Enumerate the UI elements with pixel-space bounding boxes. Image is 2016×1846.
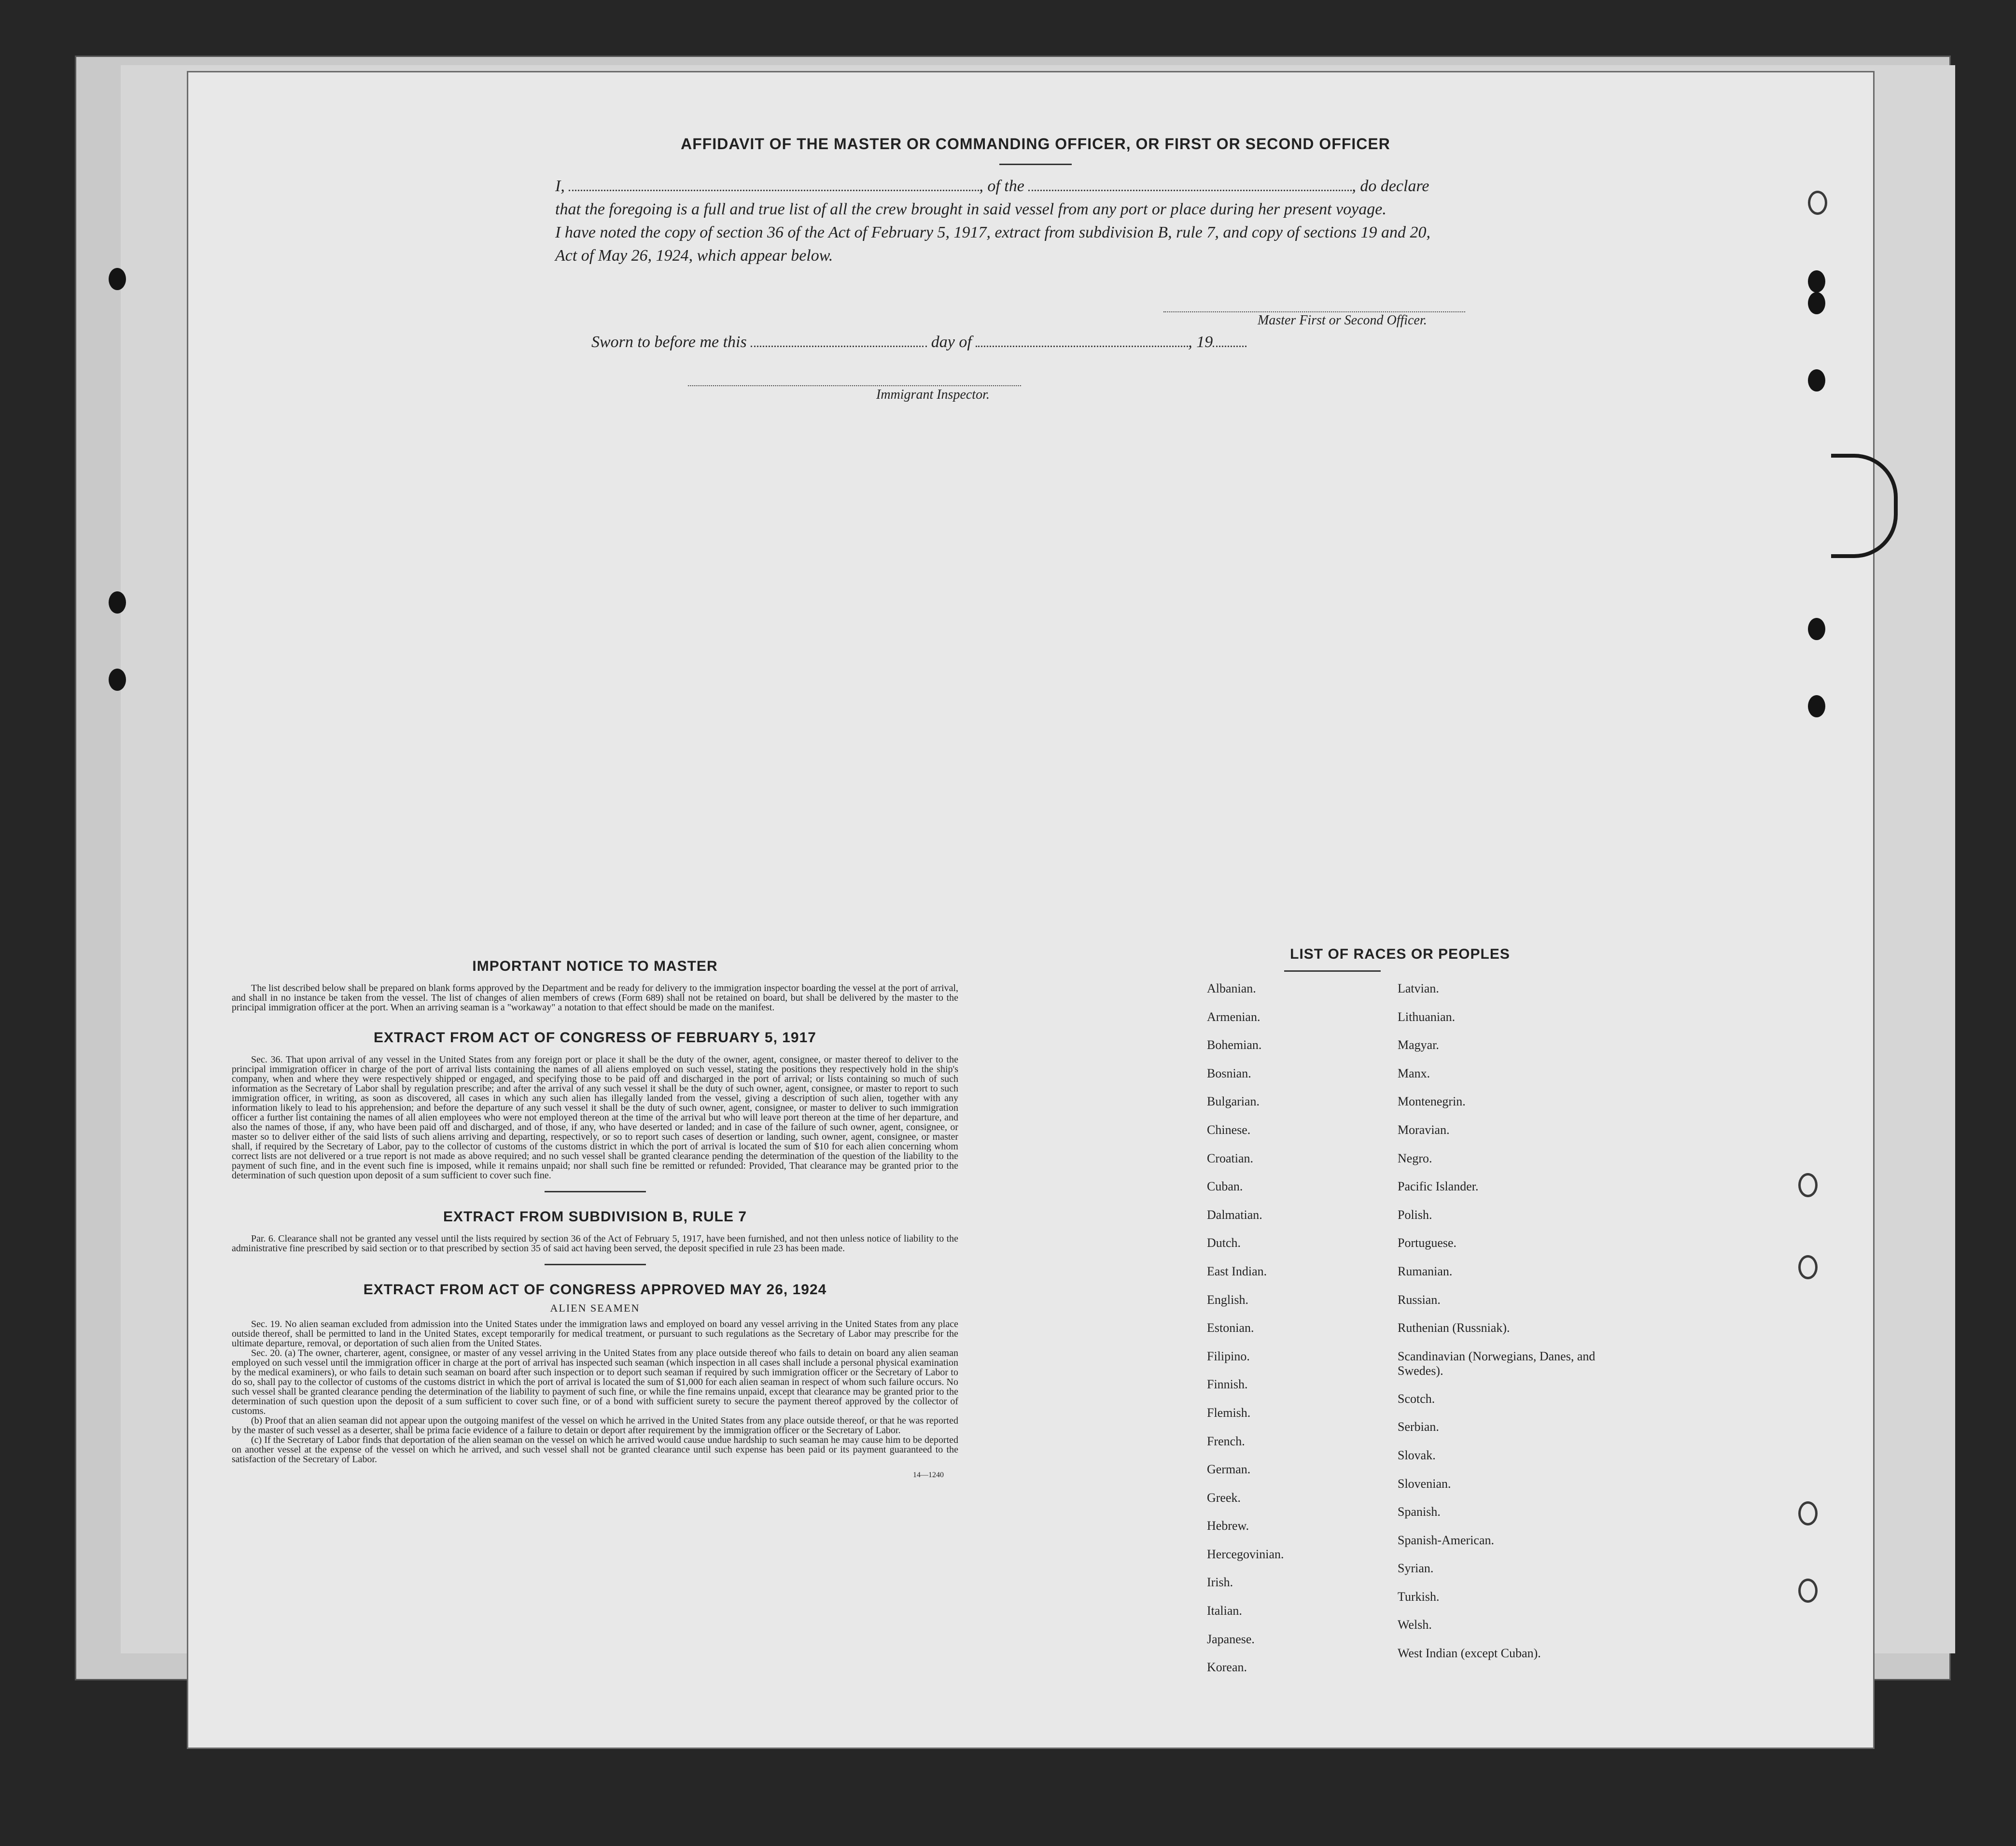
extract-1917-body: Sec. 36. That upon arrival of any vessel in the United States from any foreign port or place it shall be the duty of the owner, agent, consignee, or master thereof to deliver to the principal immigration officer in charge of the port of arrival lists containing the names of all aliens employed on such vessel, stating the positions they respectively hold in the ship's company, when and where they were respectively shipped or engaged, and specifying those to be paid off and discharged in the port of arrival; or lists containing so much of such information as the Secretary of Labor shall by regulation prescribe; and after the arrival of any such vessel it shall be the duty of such owner, agent, consignee, or master to report to such immigration officer, in writing, as soon as discovered, all cases in which any such alien has illegally landed from the vessel, giving a description of such alien, together with any information likely to lead to his apprehension; and before the departure of any such vessel it shall be the duty of such owner, agent, consignee, or master to deliver to such immigration officer a further list containing the names of all alien employees who were not employed thereon at the time of the arrival but who will leave port thereon at the time of her departure, and also the names of those, if any, who have been paid off and discharged, and of those, if any, who have deserted or landed; and in case of the failure of such owner, agent, consignee, or master so to deliver either of the said lists of such aliens arriving and departing, respectively, or so to report such cases of desertion or landing, such owner, agent, consignee, or master shall, if required by the Secretary of Labor, pay to the collector of customs of the customs district in which the port of arrival is located the sum of $10 for each alien concerning whom correct lists are not delivered or a true report is not made as above required; and no such vessel shall be granted clearance pending the determination of the question of the liability to the payment of such fine, and in the event such fine is imposed, while it remains unpaid; nor shall such fine be remitted or refunded: Provided, That clearance may be granted prior to the determination of such question upon deposit of a sum sufficient to cover such fine. — [232, 1054, 958, 1181]
signature-label: Master First or Second Officer. — [1258, 313, 1427, 328]
form-code: 14—1240 — [913, 1471, 944, 1479]
divider — [999, 164, 1072, 165]
race-item: Syrian. — [1398, 1561, 1434, 1576]
race-item: Hebrew. — [1207, 1519, 1249, 1533]
blank-field[interactable] — [751, 334, 927, 347]
race-item: Bohemian. — [1207, 1038, 1262, 1052]
divider — [545, 1191, 646, 1192]
affidavit-text: I, — [555, 177, 565, 195]
blank-field[interactable] — [569, 178, 979, 191]
race-item: Hercegovinian. — [1207, 1547, 1284, 1561]
punch-hole — [1808, 270, 1825, 293]
blank-field[interactable] — [1028, 178, 1352, 191]
race-item: Italian. — [1207, 1604, 1242, 1618]
punch-hole — [1808, 369, 1825, 392]
race-item: Flemish. — [1207, 1405, 1251, 1420]
race-item: Welsh. — [1398, 1618, 1432, 1632]
affidavit-line-1 — [555, 175, 1516, 198]
race-item: Scotch. — [1398, 1391, 1435, 1406]
divider — [545, 1264, 646, 1265]
race-item: Estonian. — [1207, 1321, 1254, 1335]
inspector-signature-line[interactable] — [688, 385, 1021, 386]
races-list — [1192, 946, 1627, 1675]
race-item: Armenian. — [1207, 1009, 1260, 1024]
sec-20b-paragraph: (b) Proof that an alien seaman did not appear upon the outgoing manifest of the vessel on which he arrived in the United States from any place outside thereof, or that he was reported by the master of such vessel as a deserter, shall be prima facie evidence of a failure to detain or deport after requirement by the immigration officer or the Secretary of Labor. — [232, 1415, 958, 1436]
extract-rule7-body: Par. 6. Clearance shall not be granted any vessel until the lists required by section 36 of the Act of February 5, 1917, have been furnished, and not then unless notice of liability to the administrative fine prescribed by said section or to that prescribed by section 35 of said act having been served, the deposit specified in rule 23 has been made. — [232, 1233, 958, 1254]
race-item: Manx. — [1398, 1066, 1430, 1080]
race-item: Cuban. — [1207, 1179, 1243, 1194]
race-item: Spanish. — [1398, 1505, 1441, 1519]
race-item: Magyar. — [1398, 1038, 1439, 1052]
sec-19-paragraph: Sec. 19. No alien seaman excluded from admission into the United States under the immigration laws and employed on board any vessel arriving in the United States from any place outside thereof, shall be permitted to land in the United States, except temporarily for medical treatment, or pursuant to such regulations as the Secretary of Labor may prescribe for the ultimate departure, removal, or deportation of such alien from the United States. — [232, 1319, 958, 1349]
race-item: German. — [1207, 1462, 1251, 1477]
race-item: Portuguese. — [1398, 1236, 1457, 1250]
races-column-1 — [1207, 981, 1284, 1689]
sworn-text: , 19 — [1188, 333, 1213, 351]
race-item: Moravian. — [1398, 1122, 1450, 1137]
blank-field[interactable] — [976, 334, 1188, 347]
manifest-page — [188, 72, 1873, 1748]
race-item: Lithuanian. — [1398, 1009, 1456, 1024]
punch-hole — [1798, 1173, 1818, 1197]
race-item: Rumanian. — [1398, 1264, 1453, 1278]
race-item: Korean. — [1207, 1660, 1247, 1675]
race-item: French. — [1207, 1434, 1245, 1448]
races-title: LIST OF RACES OR PEOPLES — [1290, 946, 1510, 962]
race-item: Greek. — [1207, 1490, 1241, 1505]
affidavit-text: , do declare — [1352, 177, 1429, 195]
punch-hole — [1808, 695, 1825, 717]
race-item: Croatian. — [1207, 1151, 1254, 1165]
races-column-2 — [1398, 981, 1600, 1675]
affidavit-block — [555, 135, 1516, 267]
race-item: Slovenian. — [1398, 1476, 1451, 1491]
punch-hole — [1798, 1501, 1818, 1525]
affidavit-line-2: that the foregoing is a full and true list of all the crew brought in said vessel from any port or place during her present voyage. — [555, 200, 1386, 218]
sec-20c-paragraph: (c) If the Secretary of Labor finds that deportation of the alien seaman on the vessel on which he arrived would cause undue hardship to such seaman he may cause him to be deported on another vessel at the expense of the vessel on which he arrived, and such vessel shall not be granted clearance until such expense has been paid or its payment guaranteed to the satisfaction of the Secretary of Labor. — [232, 1435, 958, 1465]
sworn-text: Sworn to before me this — [591, 333, 747, 351]
race-item: Finnish. — [1207, 1377, 1248, 1392]
affidavit-line-3: I have noted the copy of section 36 of the Act of February 5, 1917, extract from subdivision B, rule 7, and copy of sections 19 and 20, — [555, 224, 1431, 241]
punch-hole — [109, 591, 126, 614]
race-item: Slovak. — [1398, 1448, 1436, 1462]
race-item: Chinese. — [1207, 1122, 1251, 1137]
sworn-line — [591, 333, 1246, 351]
race-item: Polish. — [1398, 1207, 1432, 1222]
punch-hole — [1808, 292, 1825, 314]
race-item: Albanian. — [1207, 981, 1256, 995]
race-item: English. — [1207, 1292, 1248, 1307]
signature-line[interactable] — [1163, 311, 1465, 312]
race-item: Russian. — [1398, 1292, 1441, 1307]
race-item: Serbian. — [1398, 1420, 1439, 1434]
inspector-label: Immigrant Inspector. — [876, 387, 990, 402]
punch-hole — [1798, 1579, 1818, 1603]
race-item: Bulgarian. — [1207, 1094, 1260, 1109]
race-item: Ruthenian (Russniak). — [1398, 1321, 1510, 1335]
affidavit-line-4: Act of May 26, 1924, which appear below. — [555, 247, 833, 265]
notices-column — [232, 958, 958, 1480]
race-item: Japanese. — [1207, 1632, 1255, 1646]
race-item: Montenegrin. — [1398, 1094, 1466, 1109]
extract-1917-title: EXTRACT FROM ACT OF CONGRESS OF FEBRUARY 5, 1917 — [374, 1030, 816, 1046]
sworn-text: day of — [931, 333, 972, 351]
extract-rule7-title: EXTRACT FROM SUBDIVISION B, RULE 7 — [443, 1209, 747, 1225]
race-item: West Indian (except Cuban). — [1398, 1646, 1541, 1661]
affidavit-title: AFFIDAVIT OF THE MASTER OR COMMANDING OFFICER, OR FIRST OR SECOND OFFICER — [681, 135, 1390, 153]
affidavit-text: , of the — [979, 177, 1024, 195]
race-item: East Indian. — [1207, 1264, 1267, 1278]
punch-hole — [1808, 191, 1827, 215]
race-item: Negro. — [1398, 1151, 1432, 1165]
race-item: Latvian. — [1398, 981, 1439, 995]
notice-body: The list described below shall be prepared on blank forms approved by the Department and be ready for delivery to the immigration inspector boarding the vessel at the port of arrival, and shall in no instance be taken from the vessel. The list of changes of alien members of crews (Form 689) shall not be retained on board, but shall be delivered by the master to the principal immigration officer at the port. When an arriving seaman is a "workaway" a notation to that effect should be made on the manifest. — [232, 983, 958, 1013]
extract-1924-title: EXTRACT FROM ACT OF CONGRESS APPROVED MAY 26, 1924 — [363, 1282, 827, 1298]
race-item: Scandinavian (Norwegians, Danes, and Swedes). — [1398, 1349, 1596, 1378]
punch-hole — [1798, 1255, 1818, 1279]
race-item: Pacific Islander. — [1398, 1179, 1479, 1194]
race-item: Filipino. — [1207, 1349, 1250, 1363]
sec-20a-paragraph: Sec. 20. (a) The owner, charterer, agent, consignee, or master of any vessel arriving in the United States from any place outside thereof who fails to detain on board any alien seaman employed on such vessel until the immigration officer in charge at the port of arrival has inspected such seaman (which inspection in all cases shall include a personal physical examination by the medical examiners), or who fails to detain such seaman on board after such inspection or to deport such seaman if required by such immigration officer or the Secretary of Labor to do so, shall pay to the collector of customs of the customs district in which the port of arrival is located the sum of $1,000 for each alien seaman in respect of whom such failure occurs. No such vessel shall be granted clearance pending the determination of the liability to payment of such fine, or while the fine remains unpaid, except that clearance may be granted prior to the determination of such question upon the deposit of a sum sufficient to cover such fine, or of a bond with sufficient surety to secure the payment thereof approved by the collector of customs. — [232, 1348, 958, 1416]
punch-hole — [109, 268, 126, 290]
alien-seamen-subtitle: ALIEN SEAMEN — [550, 1302, 640, 1314]
race-item: Spanish-American. — [1398, 1533, 1495, 1547]
race-item: Bosnian. — [1207, 1066, 1251, 1080]
punch-hole — [1808, 618, 1825, 640]
notice-title: IMPORTANT NOTICE TO MASTER — [472, 958, 718, 974]
punch-hole — [109, 669, 126, 691]
race-item: Dalmatian. — [1207, 1207, 1262, 1222]
divider — [1284, 970, 1381, 972]
race-item: Irish. — [1207, 1575, 1233, 1590]
race-item: Turkish. — [1398, 1589, 1440, 1604]
race-item: Dutch. — [1207, 1236, 1241, 1250]
blank-field[interactable] — [1213, 334, 1246, 347]
